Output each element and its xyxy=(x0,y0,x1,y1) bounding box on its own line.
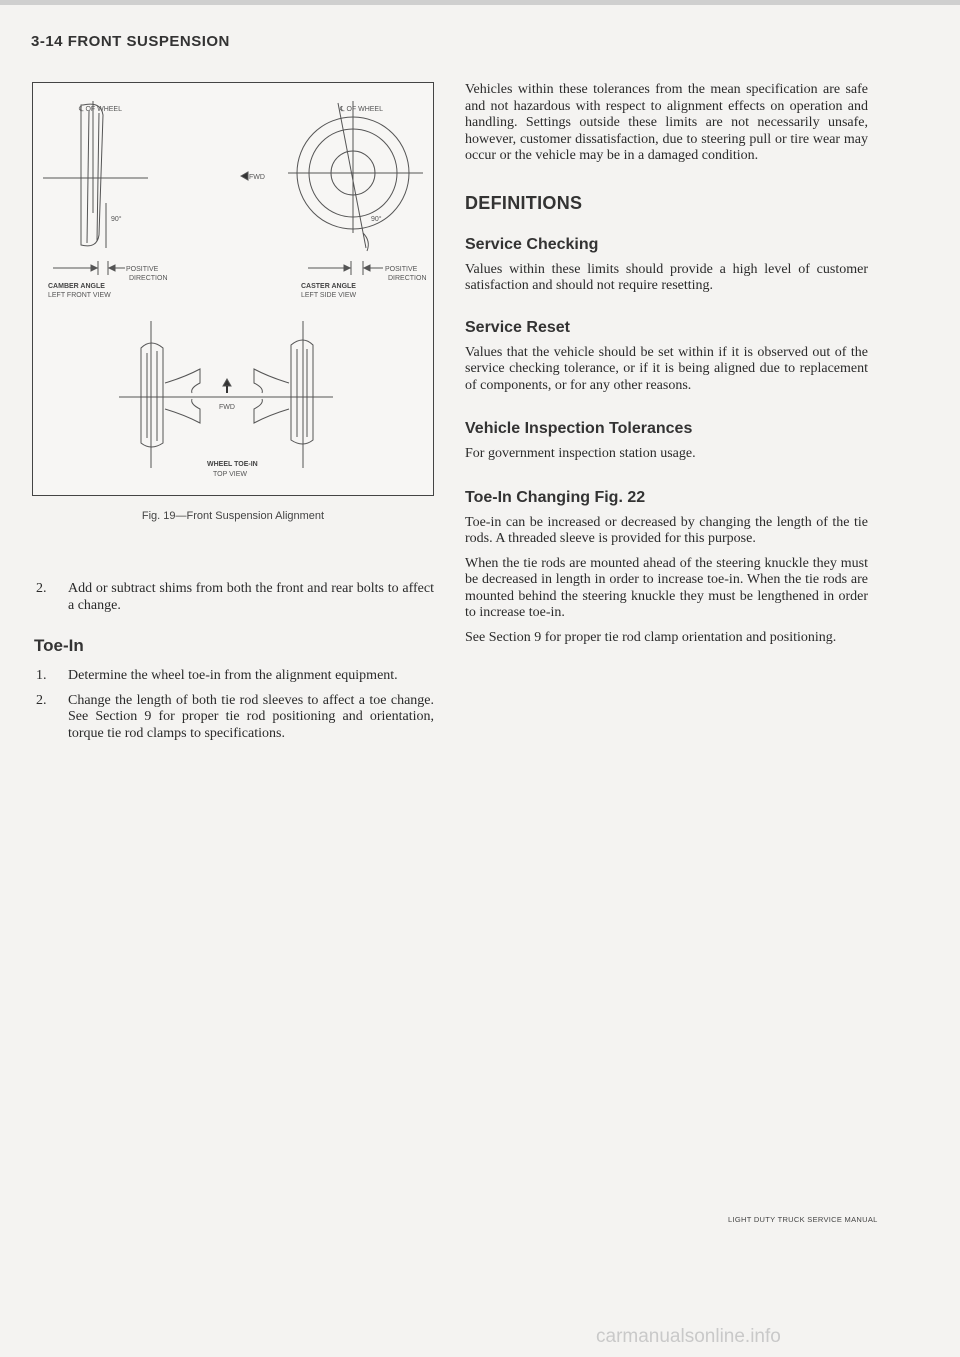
list-number: 2. xyxy=(36,692,47,708)
figure-caption: Fig. 19—Front Suspension Alignment xyxy=(141,510,325,522)
toe-in-changing-p3: See Section 9 for proper tie rod clamp orientation and positioning. xyxy=(465,629,837,645)
top-edge xyxy=(0,0,960,5)
list-item xyxy=(34,668,434,685)
toe-right-tire xyxy=(291,340,313,444)
list-item xyxy=(34,693,434,743)
caster-degree-label: 90° xyxy=(371,216,382,223)
list-number: 2. xyxy=(36,581,47,596)
left-column xyxy=(34,581,434,750)
toe-in-changing-p2: When the tie rods are mounted ahead of the steering knuckle they must be decreased in length in order to increase toe-in. When the tie rods are mounted behind the steering knuckle they must be lengthened in order to increase toe-in. xyxy=(465,555,868,620)
toe-in-heading: Toe-In xyxy=(34,636,84,655)
inspection-text: For government inspection station usage. xyxy=(465,446,696,461)
cl-wheel-left-label: ℄ OF WHEEL xyxy=(79,106,122,113)
camber-direction-label: DIRECTION xyxy=(129,275,168,282)
service-checking-heading: Service Checking xyxy=(465,235,599,253)
list-number: 1. xyxy=(36,668,47,683)
camber-tire xyxy=(81,104,103,246)
service-checking-text: Values within these limits should provide a high level of customer satisfaction and should not require resetting. xyxy=(465,261,868,293)
alignment-figure xyxy=(32,82,434,496)
list-text: Determine the wheel toe-in from the alignment equipment. xyxy=(68,668,398,683)
right-column xyxy=(465,82,868,654)
toe-view-label: TOP VIEW xyxy=(213,471,247,478)
fwd-bottom-label: FWD xyxy=(219,404,235,411)
caster-view-label: LEFT SIDE VIEW xyxy=(301,292,357,299)
caster-positive-label: POSITIVE xyxy=(385,266,418,273)
toe-in-changing-p1: Toe-in can be increased or decreased by changing the length of the tie rods. A threaded sleeve is provided for this purpose. xyxy=(465,514,868,546)
service-reset-heading: Service Reset xyxy=(465,318,570,336)
definitions-heading: DEFINITIONS xyxy=(465,192,583,213)
toe-in-changing-heading: Toe-In Changing Fig. 22 xyxy=(465,488,646,506)
inspection-heading: Vehicle Inspection Tolerances xyxy=(465,420,693,437)
toe-in-label: WHEEL TOE-IN xyxy=(207,461,258,468)
cl-wheel-right-label: ℄ OF WHEEL xyxy=(340,106,383,113)
list-text: Add or subtract shims from both the front and rear bolts to affect a change. xyxy=(68,581,434,613)
page-footer: LIGHT DUTY TRUCK SERVICE MANUAL xyxy=(728,1215,878,1224)
caster-direction-label: DIRECTION xyxy=(388,275,427,282)
alignment-diagram xyxy=(33,83,433,495)
intro-paragraph: Vehicles within these tolerances from the mean specification are safe and not hazardous with respect to alignment effects on operation and handling. Settings outside these limits are not necessarily unsafe, however, customer dissatisfaction, due to steering pull or tire wear may occur or the vehicle may be in a damaged condition. xyxy=(465,82,868,163)
camber-view-label: LEFT FRONT VIEW xyxy=(48,292,111,299)
toe-left-tire xyxy=(141,343,163,447)
camber-degree-label: 90° xyxy=(111,216,122,223)
camber-angle-label: CAMBER ANGLE xyxy=(48,283,105,290)
page-header: 3-14 FRONT SUSPENSION xyxy=(31,33,230,50)
camber-positive-label: POSITIVE xyxy=(126,266,159,273)
caster-angle-label: CASTER ANGLE xyxy=(301,283,356,290)
fwd-top-label: FWD xyxy=(249,174,265,181)
watermark: carmanualsonline.info xyxy=(596,1326,781,1347)
service-reset-text: Values that the vehicle should be set within if it is observed out of the service checking tolerance, or if it is being aligned due to replacement of components, or for any other reasons. xyxy=(465,344,868,393)
list-text: Change the length of both tie rod sleeves to affect a toe change. See Section 9 for proper tie rod positioning and orientation, torque tie rod clamps to specifications. xyxy=(68,692,434,741)
list-item xyxy=(34,581,434,614)
